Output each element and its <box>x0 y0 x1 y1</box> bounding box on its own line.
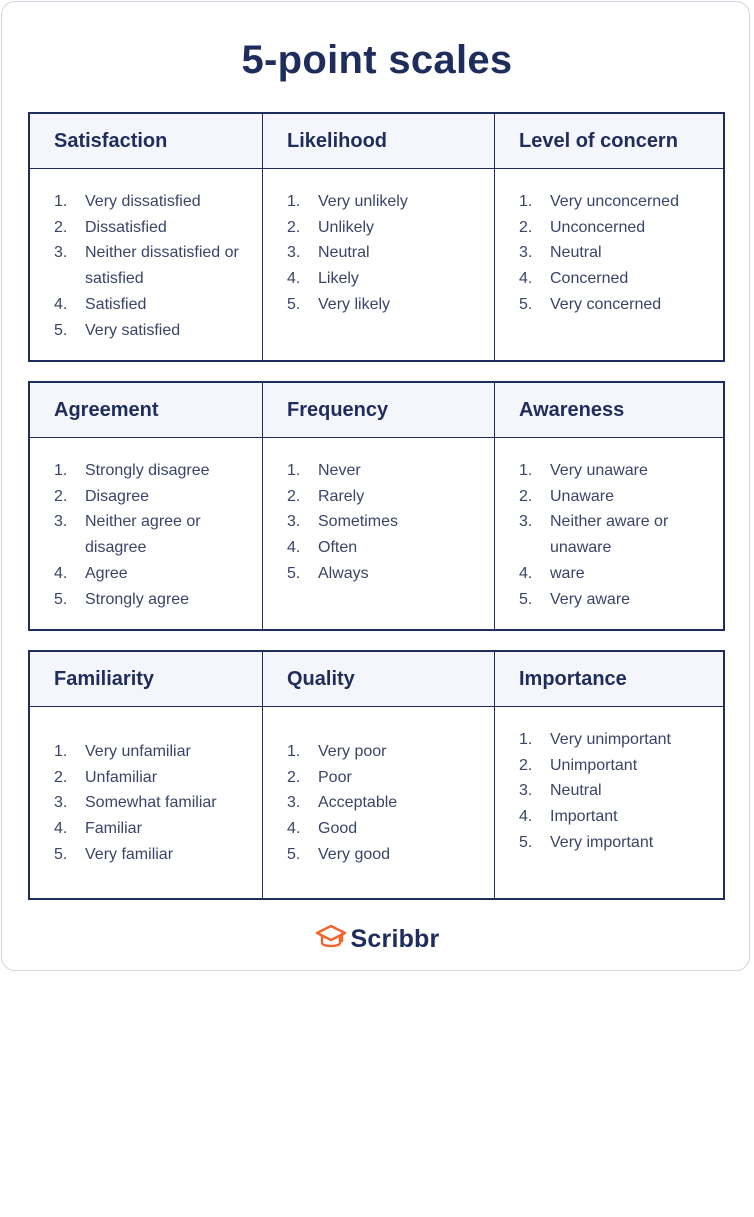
scale-list <box>30 169 262 343</box>
scribbr-logo <box>0 923 754 956</box>
scale-column-likelihood <box>262 114 494 360</box>
scale-list <box>263 169 494 318</box>
graduation-cap-icon <box>315 923 347 956</box>
scale-block-2 <box>28 381 725 631</box>
list-item: 1. Very dissatisfied <box>54 193 201 210</box>
list-item: 5. Very likely <box>287 295 391 313</box>
list-item: 4. Concerned <box>519 270 629 288</box>
list-item: 4. Often <box>287 539 358 557</box>
list-item: 2. Poor <box>287 768 352 786</box>
column-header: Importance <box>495 652 723 707</box>
scale-column-quality <box>262 652 494 898</box>
list-item: 3. Neutral <box>519 782 602 800</box>
scale-list <box>495 169 723 318</box>
scale-column-agreement <box>30 383 262 629</box>
scale-block-3 <box>28 650 725 900</box>
scale-list <box>263 707 494 868</box>
list-item: 4. Satisfied <box>54 295 147 313</box>
list-item: 3. Neither dissatisfied or satisfied <box>54 244 239 288</box>
list-item: 5. Very satisfied <box>54 321 181 339</box>
column-header: Awareness <box>495 383 723 438</box>
list-item: 4. Important <box>519 808 618 826</box>
column-header: Quality <box>263 652 494 707</box>
list-item: 3. Neutral <box>287 244 370 262</box>
list-item: 5. Very important <box>519 833 654 851</box>
list-item: 5. Very good <box>287 845 391 863</box>
scale-block-1 <box>28 112 725 362</box>
list-item: 1. Very poor <box>287 743 387 760</box>
list-item: 2. Dissatisfied <box>54 218 167 236</box>
list-item: 2. Disagree <box>54 487 150 505</box>
list-item: 1. Very unfamiliar <box>54 743 191 760</box>
list-item: 3. Neither agree or disagree <box>54 513 201 557</box>
list-item: 4. Good <box>287 820 358 838</box>
list-item: 5. Strongly agree <box>54 590 190 608</box>
scale-column-frequency <box>262 383 494 629</box>
list-item: 5. Always <box>287 564 369 582</box>
list-item: 4. ware <box>519 564 585 582</box>
list-item: 2. Rarely <box>287 487 365 505</box>
scale-list <box>30 438 262 612</box>
column-header: Likelihood <box>263 114 494 169</box>
logo-text: Scribbr <box>350 925 440 953</box>
list-item: 3. Neutral <box>519 244 602 262</box>
list-item: 1. Never <box>287 462 361 479</box>
column-header: Frequency <box>263 383 494 438</box>
list-item: 1. Very unlikely <box>287 193 408 210</box>
column-header: Level of concern <box>495 114 723 169</box>
list-item: 4. Likely <box>287 270 359 288</box>
column-header: Familiarity <box>30 652 262 707</box>
list-item: 3. Acceptable <box>287 794 398 812</box>
list-item: 2. Unimportant <box>519 756 638 774</box>
scale-list <box>30 707 262 868</box>
list-item: 3. Somewhat familiar <box>54 794 217 812</box>
page-title: 5-point scales <box>241 38 513 82</box>
column-header: Satisfaction <box>30 114 262 169</box>
list-item: 1. Very unconcerned <box>519 193 679 210</box>
list-item: 5. Very concerned <box>519 295 662 313</box>
list-item: 1. Very unaware <box>519 462 648 479</box>
scale-column-familiarity <box>30 652 262 898</box>
scale-list <box>495 707 723 856</box>
list-item: 3. Neither aware or unaware <box>519 513 669 557</box>
list-item: 4. Familiar <box>54 820 142 838</box>
scale-column-satisfaction <box>30 114 262 360</box>
scale-list <box>495 438 723 612</box>
list-item: 5. Very aware <box>519 590 631 608</box>
scale-list <box>263 438 494 587</box>
list-item: 2. Unlikely <box>287 218 375 236</box>
list-item: 3. Sometimes <box>287 513 399 531</box>
scale-column-level-of-concern <box>494 114 723 360</box>
list-item: 2. Unfamiliar <box>54 768 158 786</box>
list-item: 5. Very familiar <box>54 845 174 863</box>
list-item: 1. Very unimportant <box>519 731 671 748</box>
scale-column-awareness <box>494 383 723 629</box>
list-item: 1. Strongly disagree <box>54 462 210 479</box>
scale-column-importance <box>494 652 723 898</box>
list-item: 2. Unaware <box>519 487 615 505</box>
column-header: Agreement <box>30 383 262 438</box>
list-item: 2. Unconcerned <box>519 218 646 236</box>
list-item: 4. Agree <box>54 564 128 582</box>
